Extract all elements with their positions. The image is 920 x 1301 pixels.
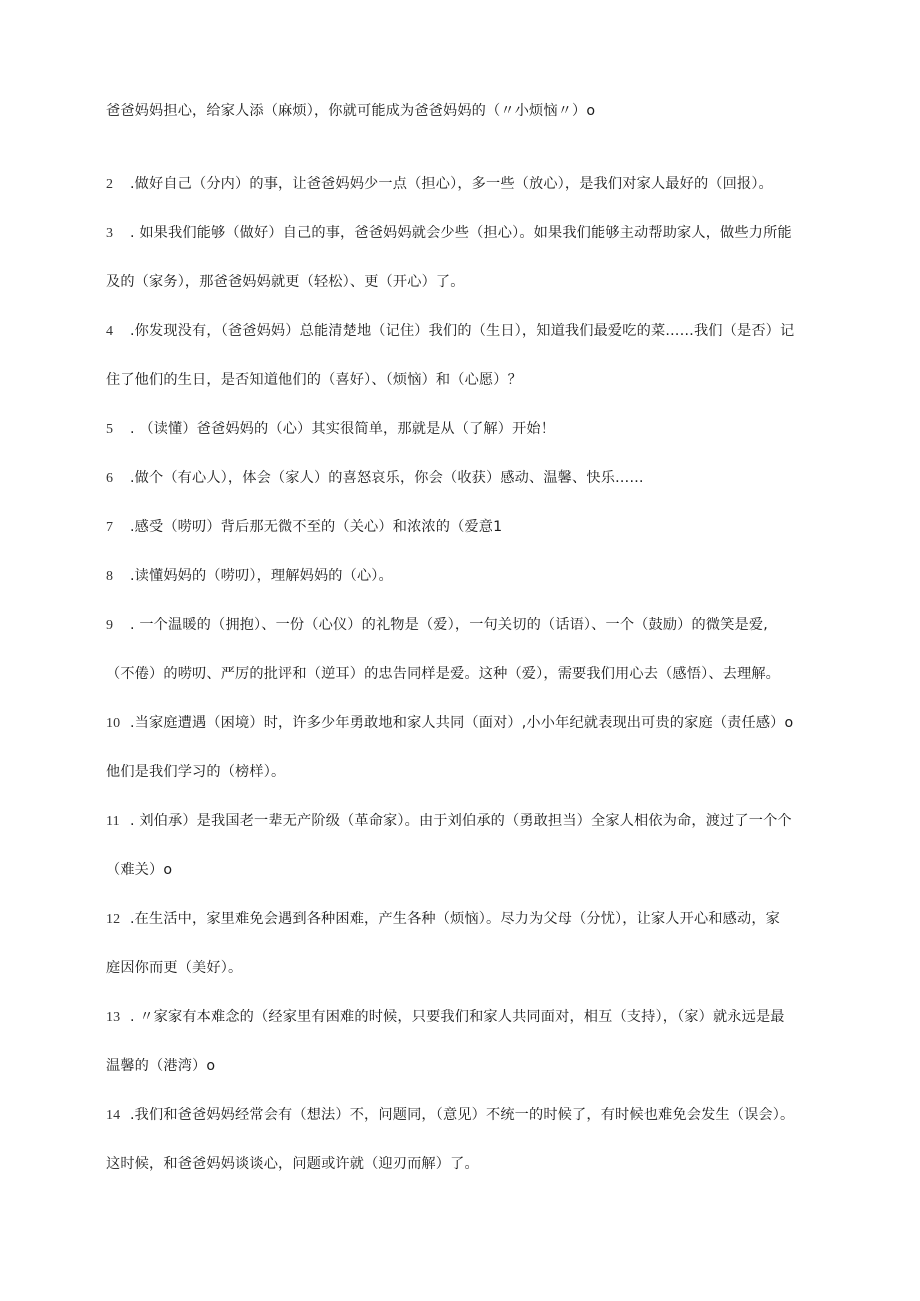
- line-text: .在生活中，家里难免会遇到各种困难，产生各种（烦恼）。尽力为父母（分忧），让家人开心和感动，家: [130, 911, 780, 927]
- item-8: [106, 566, 393, 587]
- item-number: 9: [106, 618, 114, 633]
- item-10-continuation: [106, 762, 285, 782]
- item-10: [106, 713, 793, 734]
- item-14-continuation: [106, 1154, 479, 1174]
- item-4-continuation: [106, 370, 522, 390]
- item-number: 11: [106, 814, 120, 829]
- item-number: 14: [106, 1108, 121, 1123]
- line-text: .当家庭遭遇（困境）时，许多少年勇敢地和家人共同（面对）,小小年纪就表现出可贵的家庭（责任感）o: [130, 715, 794, 731]
- item-number: 13: [106, 1010, 121, 1025]
- item-number: 5: [106, 422, 114, 437]
- line-text: .你发现没有，（爸爸妈妈）总能清楚地（记住）我们的（生日），知道我们最爱吃的菜……我们（是否）记: [130, 323, 795, 339]
- item-number: 2: [106, 177, 114, 192]
- item-14: [106, 1105, 794, 1126]
- item-number: 3: [106, 226, 114, 241]
- item-number: 8: [106, 569, 114, 584]
- line-text: 庭因你而更（美好）。: [106, 960, 243, 976]
- item-12: [106, 909, 780, 930]
- item-11-continuation: [106, 860, 172, 880]
- line-text: .读懂妈妈的（唠叨），理解妈妈的（心）。: [130, 568, 393, 584]
- item-number: 7: [106, 520, 114, 535]
- item-5: [106, 419, 555, 440]
- item-4: [106, 321, 794, 342]
- item-9-continuation: [106, 664, 780, 684]
- item-3-continuation: [106, 272, 465, 292]
- item-13-continuation: [106, 1056, 215, 1076]
- line-text: . （读懂）爸爸妈妈的（心）其实很简单，那就是从（了解）开始！: [130, 421, 556, 437]
- line-text: . 〃家家有本难念的（经家里有困难的时候，只要我们和家人共同面对，相互（支持），（家）就永远是最: [130, 1009, 785, 1025]
- line-text: 及的（家务），那爸爸妈妈就更（轻松）、更（开心）了。: [106, 274, 465, 290]
- item-number: 6: [106, 471, 114, 486]
- item-12-continuation: [106, 958, 242, 978]
- item-11: [106, 811, 792, 832]
- text-line-1: [106, 101, 595, 121]
- line-text: （不倦）的唠叨、严厉的批评和（逆耳）的忠告同样是爱。这种（爱），需要我们用心去（感悟）、去理解。: [106, 666, 781, 682]
- line-text: 住了他们的生日，是否知道他们的（喜好）、（烦恼）和（心愿）？: [106, 372, 522, 388]
- item-number: 4: [106, 324, 114, 339]
- line-text: 这时候，和爸爸妈妈谈谈心，问题或许就（迎刃而解）了。: [106, 1156, 479, 1172]
- item-2: [106, 174, 773, 195]
- item-7: [106, 517, 502, 538]
- item-6: [106, 468, 644, 489]
- line-text: .做个（有心人），体会（家人）的喜怒哀乐，你会（收获）感动、温馨、快乐……: [130, 470, 644, 486]
- item-9: [106, 615, 768, 636]
- item-number: 12: [106, 912, 121, 927]
- item-13: [106, 1007, 785, 1028]
- item-3: [106, 223, 792, 244]
- line-text: .做好自己（分内）的事，让爸爸妈妈少一点（担心），多一些（放心），是我们对家人最好的（回报）。: [130, 176, 773, 192]
- item-number: 10: [106, 716, 121, 731]
- line-text: . 刘伯承）是我国老一辈无产阶级（革命家）。由于刘伯承的（勇敢担当）全家人相依为命，渡过了一个个: [130, 813, 792, 829]
- line-text: 爸爸妈妈担心，给家人添（麻烦），你就可能成为爸爸妈妈的（〃小烦恼〃）o: [106, 103, 596, 119]
- line-text: . 如果我们能够（做好）自己的事，爸爸妈妈就会少些（担心）。如果我们能够主动帮助家人，做些力所能: [130, 225, 792, 241]
- line-text: 温馨的（港湾）o: [106, 1058, 216, 1074]
- line-text: .感受（唠叨）背后那无微不至的（关心）和浓浓的（爱意1: [130, 519, 503, 535]
- line-text: （难关）o: [106, 862, 173, 878]
- line-text: . 一个温暖的（拥抱）、一份（心仪）的礼物是（爱），一句关切的（话语）、一个（鼓励）的微笑是爱,: [130, 617, 768, 633]
- line-text: .我们和爸爸妈妈经常会有（想法）不，问题同，（意见）不统一的时候了，有时候也难免会发生（误会）。: [130, 1107, 795, 1123]
- line-text: 他们是我们学习的（榜样）。: [106, 764, 286, 780]
